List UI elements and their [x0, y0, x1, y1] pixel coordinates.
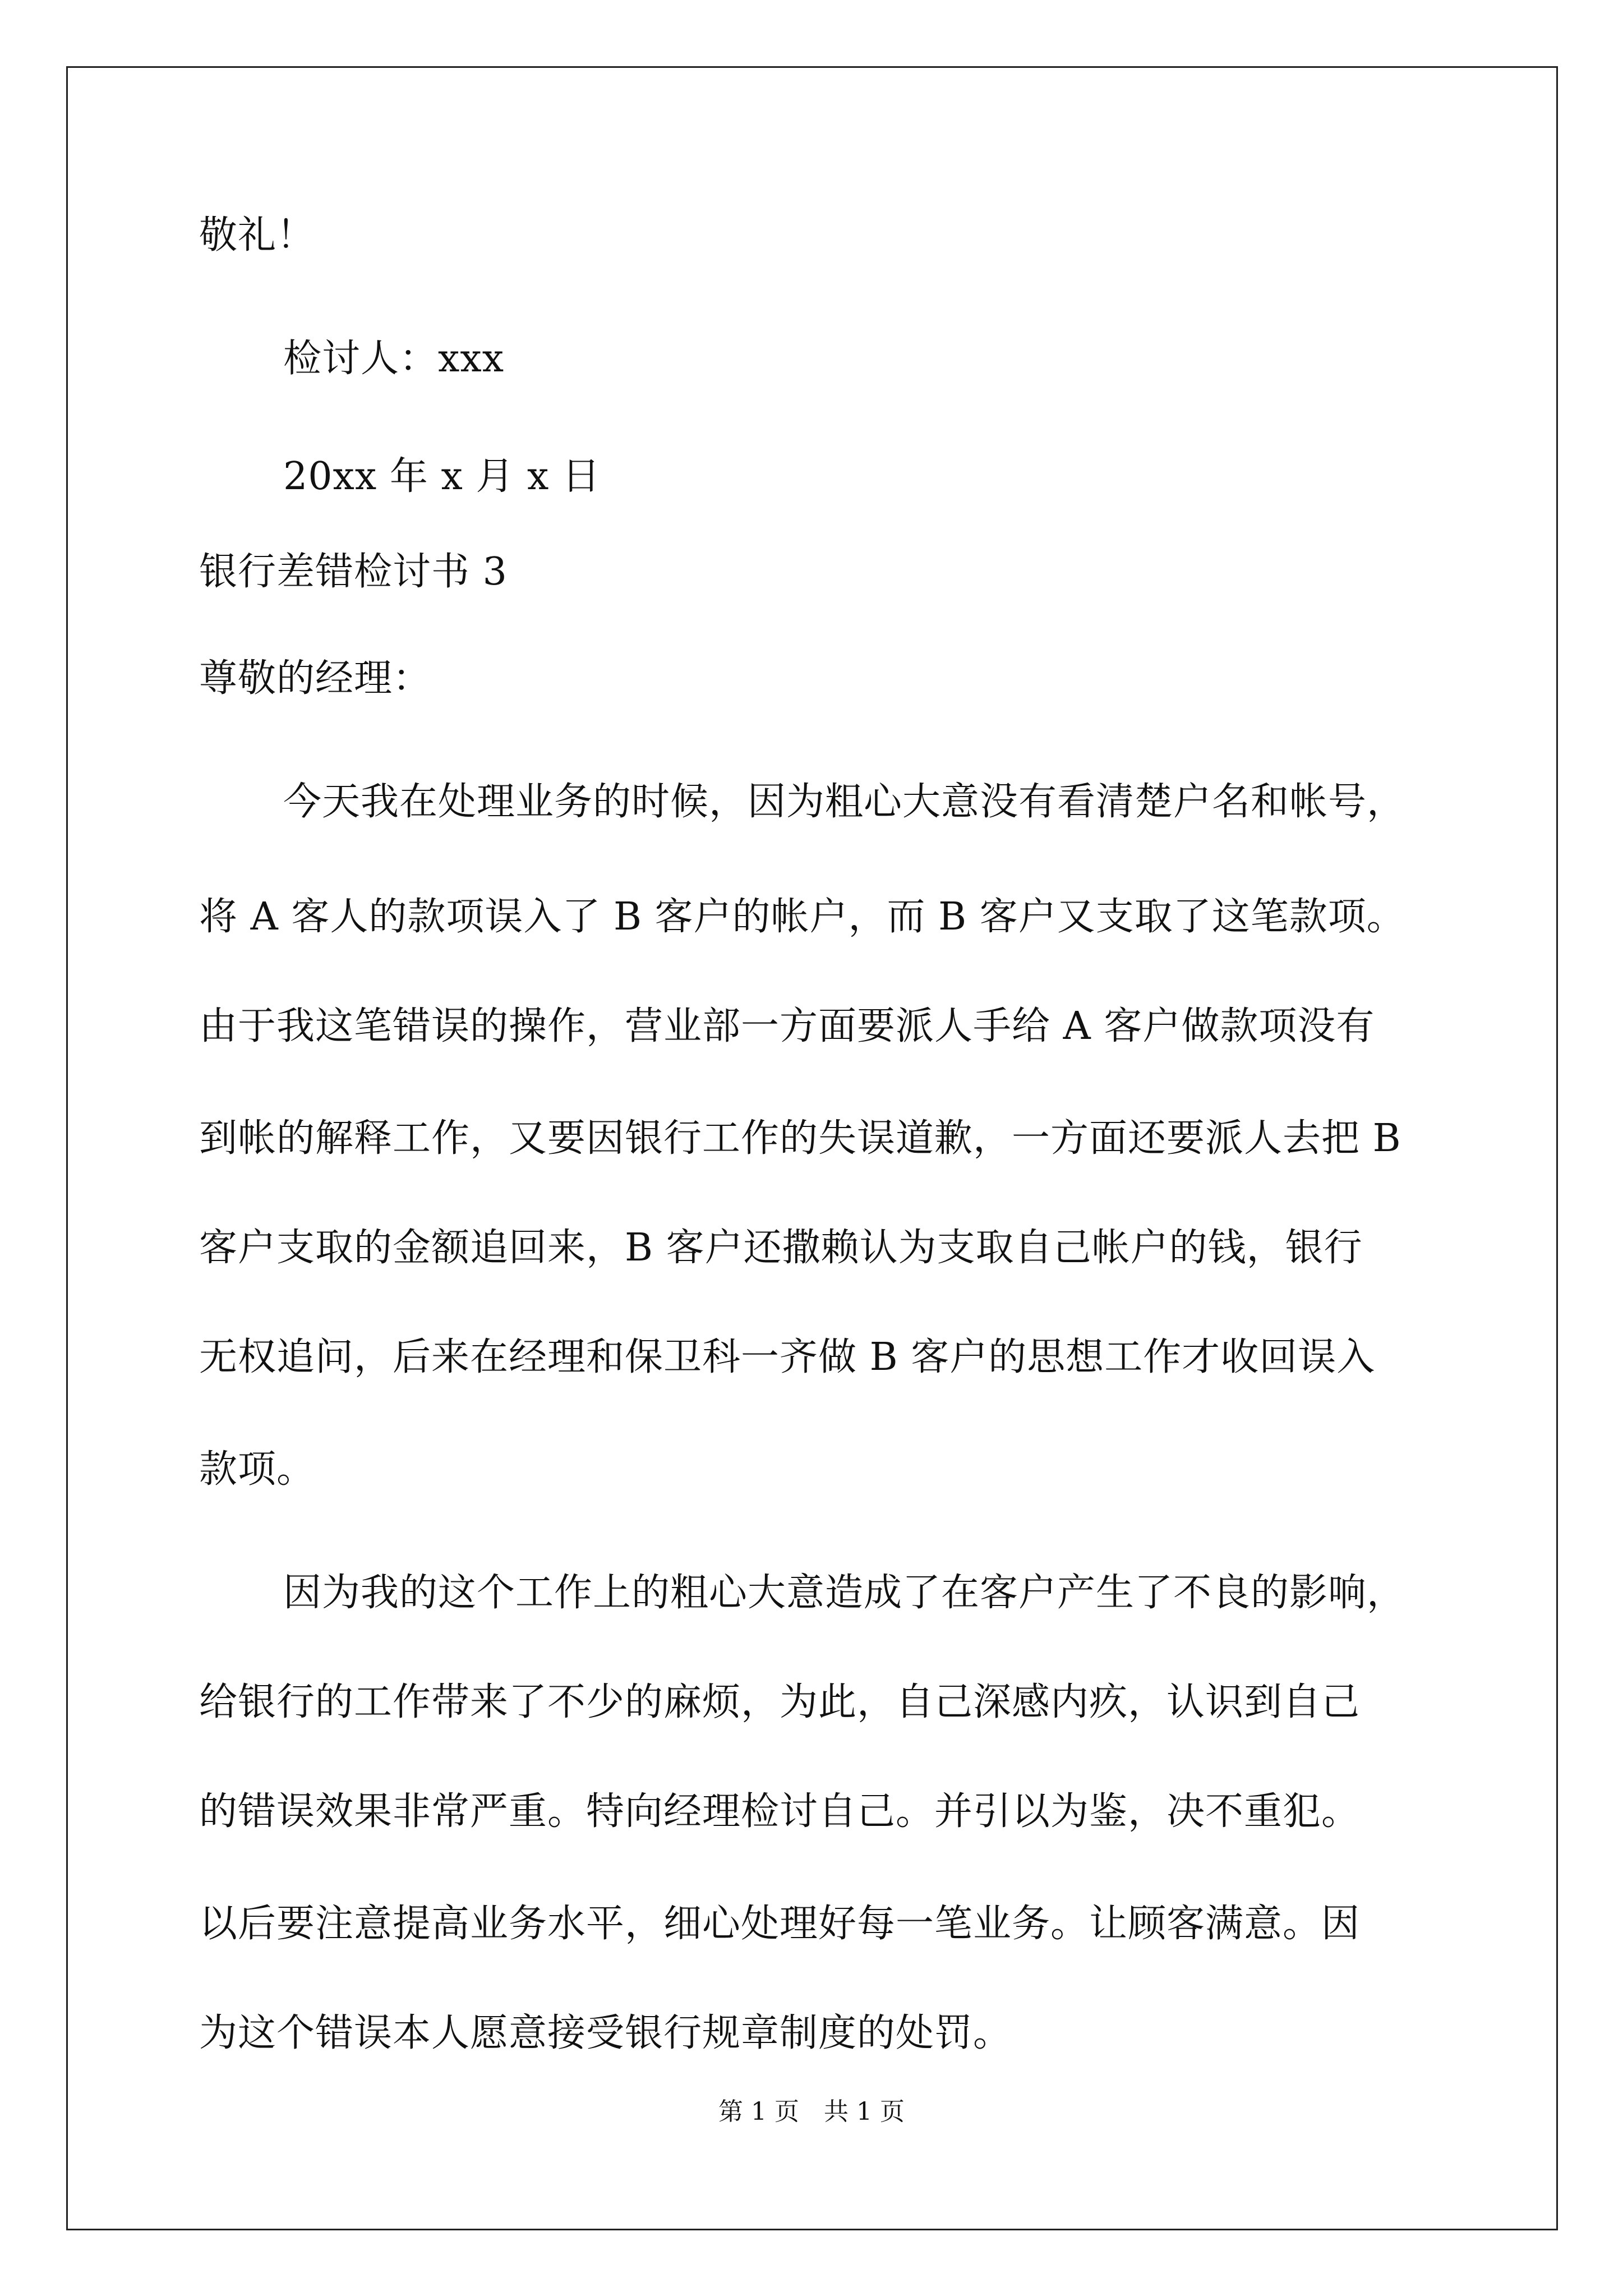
greeting-line: 尊敬的经理：: [199, 656, 432, 701]
paragraph-line: 因为我的这个工作上的粗心大意造成了在客户产生了不良的影响，: [283, 1571, 1406, 1615]
paragraph-line: 给银行的工作带来了不少的麻烦，为此，自己深感内疚，认识到自己: [199, 1680, 1361, 1724]
section-title: 银行差错检讨书 3: [199, 550, 508, 594]
paragraph-line: 到帐的解释工作，又要因银行工作的失误道歉，一方面还要派人去把 B: [199, 1116, 1401, 1161]
closing-salutation: 敬礼！: [199, 213, 316, 257]
paragraph-line: 将 A 客人的款项误入了 B 客户的帐户，而 B 客户又支取了这笔款项。: [199, 895, 1405, 939]
signer-line: 检讨人：xxx: [283, 337, 505, 381]
paragraph-line: 客户支取的金额追回来，B 客户还撒赖认为支取自己帐户的钱，银行: [199, 1226, 1363, 1270]
paragraph-line: 以后要注意提高业务水平，细心处理好每一笔业务。让顾客满意。因: [199, 1902, 1361, 1946]
date-line: 20xx 年 x 月 x 日: [283, 454, 601, 499]
page-number-footer: 第 1 页 共 1 页: [718, 2097, 905, 2126]
paragraph-line: 为这个错误本人愿意接受银行规章制度的处罚。: [199, 2011, 1012, 2055]
paragraph-line: 今天我在处理业务的时候，因为粗心大意没有看清楚户名和帐号，: [283, 780, 1406, 824]
paragraph-line: 由于我这笔错误的操作，营业部一方面要派人手给 A 客户做款项没有: [199, 1004, 1375, 1048]
paragraph-line: 款项。: [199, 1447, 316, 1492]
paragraph-line: 无权追问，后来在经理和保卫科一齐做 B 客户的思想工作才收回误入: [199, 1335, 1376, 1379]
paragraph-line: 的错误效果非常严重。特向经理检讨自己。并引以为鉴，决不重犯。: [199, 1789, 1361, 1834]
